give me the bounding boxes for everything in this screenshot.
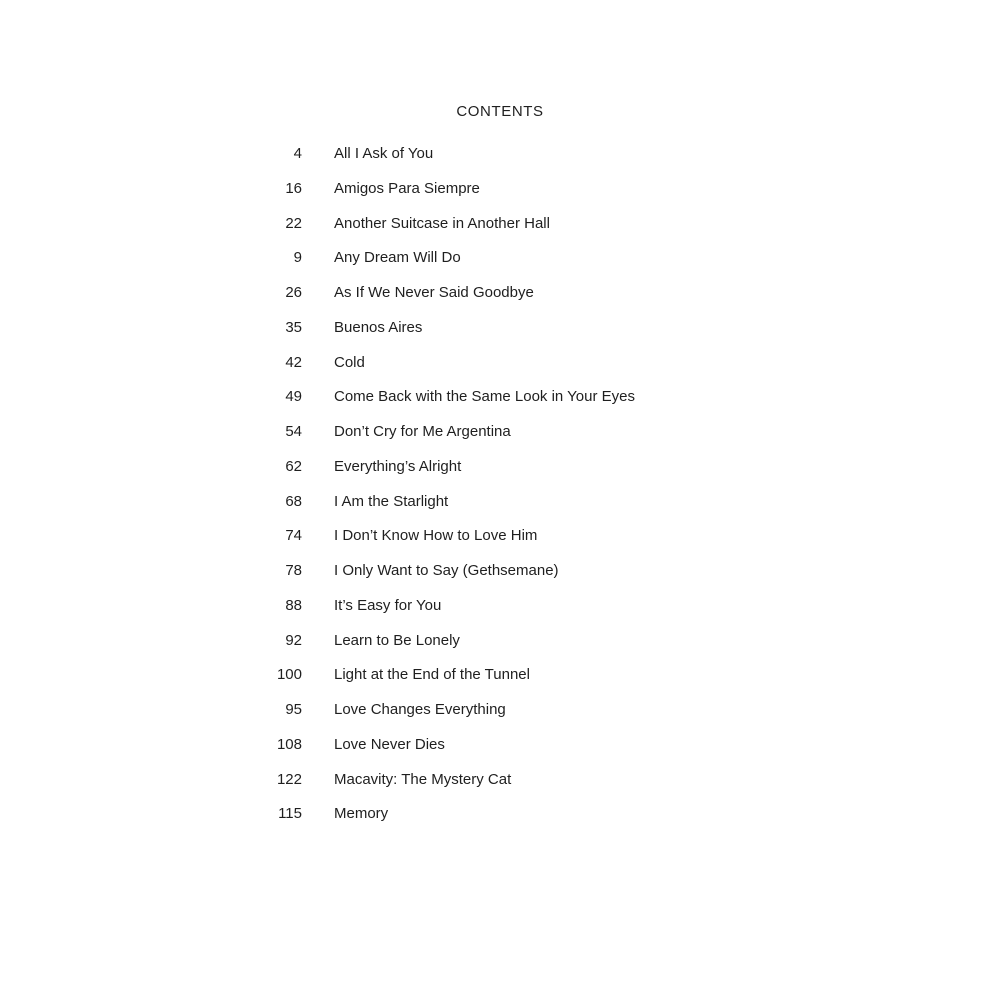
toc-song-title: Learn to Be Lonely [334, 631, 460, 649]
toc-page-number: 108 [276, 735, 302, 753]
toc-song-title: Cold [334, 353, 365, 371]
toc-song-title: Don’t Cry for Me Argentina [334, 423, 511, 440]
toc-entry [0, 523, 1000, 558]
toc-entry [0, 593, 1000, 628]
toc-song-title: As If We Never Said Goodbye [334, 284, 534, 301]
toc-entry [0, 489, 1000, 524]
toc-entry [0, 697, 1000, 732]
toc-page-number: 35 [285, 318, 302, 336]
toc-page-number: 54 [285, 423, 302, 440]
toc-entry [0, 211, 1000, 246]
toc-list [0, 141, 1000, 836]
toc-page-number: 62 [285, 457, 302, 475]
toc-song-title: Love Changes Everything [334, 701, 506, 718]
toc-song-title: Macavity: The Mystery Cat [334, 770, 512, 788]
toc-song-title: I Only Want to Say (Gethsemane) [334, 562, 559, 579]
toc-entry [0, 801, 1000, 836]
toc-song-title: Everything’s Alright [334, 457, 462, 475]
toc-page-number: 78 [285, 562, 302, 579]
page-title: CONTENTS [456, 103, 544, 120]
toc-entry [0, 176, 1000, 211]
toc-entry [0, 419, 1000, 454]
toc-entry [0, 662, 1000, 697]
toc-page-number: 42 [285, 353, 302, 371]
toc-song-title: Amigos Para Siempre [334, 179, 480, 197]
toc-entry [0, 245, 1000, 280]
toc-entry [0, 454, 1000, 489]
toc-song-title: Come Back with the Same Look in Your Eyes [334, 388, 635, 406]
toc-song-title: It’s Easy for You [334, 596, 442, 614]
toc-entry [0, 767, 1000, 802]
toc-song-title: Another Suitcase in Another Hall [334, 214, 550, 232]
toc-page-number: 122 [276, 770, 302, 788]
toc-song-title: Any Dream Will Do [334, 249, 461, 267]
toc-page-number: 49 [285, 388, 302, 406]
toc-song-title: All I Ask of You [334, 145, 434, 162]
toc-entry [0, 628, 1000, 663]
toc-song-title: Light at the End of the Tunnel [334, 666, 530, 684]
toc-page-number: 100 [276, 666, 302, 684]
toc-page-number: 88 [285, 596, 302, 614]
toc-page-number: 74 [285, 527, 302, 545]
toc-entry [0, 384, 1000, 419]
toc-song-title: I Don’t Know How to Love Him [334, 527, 538, 545]
toc-page-number: 68 [285, 492, 302, 510]
toc-song-title: Buenos Aires [334, 318, 423, 336]
toc-song-title: Memory [334, 805, 389, 823]
toc-entry [0, 315, 1000, 350]
toc-entry [0, 350, 1000, 385]
toc-page-number: 9 [293, 249, 302, 267]
toc-entry [0, 558, 1000, 593]
toc-song-title: Love Never Dies [334, 735, 445, 753]
toc-entry [0, 732, 1000, 767]
toc-entry [0, 280, 1000, 315]
toc-entry [0, 141, 1000, 176]
toc-page-number: 115 [278, 805, 302, 823]
toc-page-number: 26 [285, 284, 302, 301]
toc-page-number: 92 [285, 631, 302, 649]
toc-song-title: I Am the Starlight [334, 492, 449, 510]
toc-page-number: 95 [285, 701, 302, 718]
toc-page-number: 16 [285, 179, 302, 197]
toc-page-number: 4 [293, 145, 302, 162]
toc-page-number: 22 [285, 214, 302, 232]
